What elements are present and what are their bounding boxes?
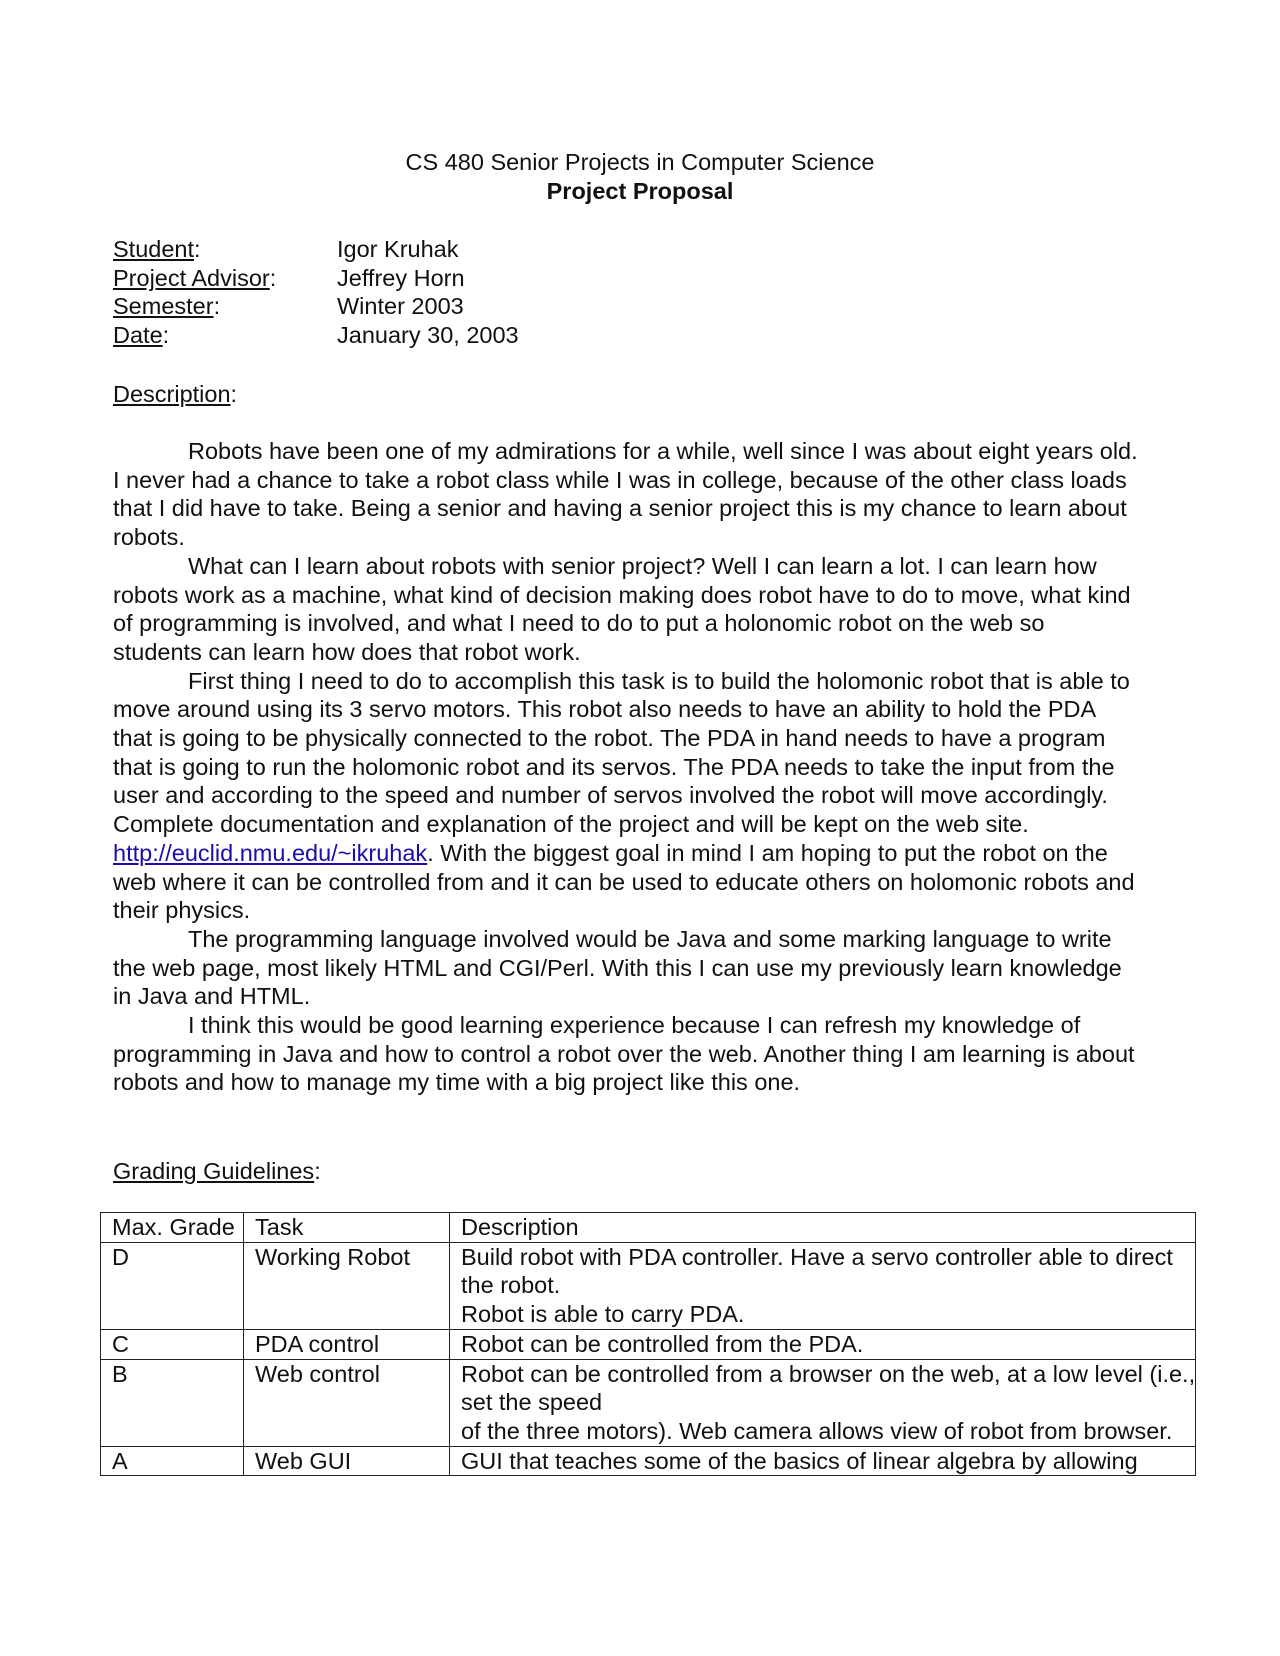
project-website-link[interactable]: http://euclid.nmu.edu/~ikruhak xyxy=(113,839,428,866)
paragraph: First thing I need to do to accomplish this task is to build the holomonic robot that is able to move around using its 3 servo motors. This robot also needs to have an ability to hold the PDA that is going to be physically connected to the robot. The PDA in hand needs to have a program that is going to run the holomonic robot and its servos. The PDA needs to take the input from the user and according to the speed and number of servos involved the robot will move accordingly. Complete documentation and explanation of the project and will be kept on the web site. http://euclid.nmu.edu/~ikruhak. With the biggest goal in mind I am hoping to put the robot on the web where it can be controlled from and it can be used to educate others on holomonic robots and their physics. xyxy=(113,667,1135,924)
grading-table xyxy=(100,1212,1196,1476)
header-cell: Max. Grade xyxy=(101,1213,244,1243)
description-cell: Build robot with PDA controller. Have a servo controller able to direct the robot. Robot is able to carry PDA. xyxy=(450,1242,1196,1329)
table-row xyxy=(101,1446,1196,1476)
description-heading: Description: xyxy=(113,381,238,407)
table-row xyxy=(101,1359,1196,1446)
meta-row-student: Student: Igor Kruhak xyxy=(113,236,459,262)
table-row xyxy=(101,1242,1196,1329)
paragraph: I think this would be good learning experience because I can refresh my knowledge of programming in Java and how to control a robot over the web. Another thing I am learning is about robots and how to manage my time with a big project like this one. xyxy=(113,1012,1135,1096)
task-cell: Web GUI xyxy=(244,1446,450,1476)
task-cell: Web control xyxy=(244,1359,450,1446)
meta-value: Winter 2003 xyxy=(337,293,464,319)
table-header-row xyxy=(101,1213,1196,1243)
meta-row-date: Date: January 30, 2003 xyxy=(113,321,519,348)
proposal-meta xyxy=(113,235,519,349)
paragraph: Robots have been one of my admirations for a while, well since I was about eight years old. I never had a chance to take a robot class while I was in college, because of the other class loads that I did have to take. Being a senior and having a senior project this is my chance to learn about robots. xyxy=(113,438,1138,551)
header-cell: Description xyxy=(450,1213,1196,1243)
meta-label: Semester xyxy=(113,293,214,319)
description-cell: Robot can be controlled from the PDA. xyxy=(450,1329,1196,1359)
meta-row-advisor: Project Advisor: Jeffrey Horn xyxy=(113,264,465,291)
document-header xyxy=(0,148,1280,206)
task-cell: PDA control xyxy=(244,1329,450,1359)
grade-cell: B xyxy=(101,1359,244,1446)
table-row xyxy=(101,1329,1196,1359)
description-body xyxy=(113,437,1138,1097)
proposal-title: Project Proposal xyxy=(546,178,734,204)
grade-cell: D xyxy=(101,1242,244,1329)
task-cell: Working Robot xyxy=(244,1242,450,1329)
meta-value: January 30, 2003 xyxy=(337,321,519,348)
meta-row-semester: Semester: Winter 2003 xyxy=(113,293,464,319)
description-cell: Robot can be controlled from a browser on the web, at a low level (i.e., set the speed of the three motors). Web camera allows view of robot from browser. xyxy=(450,1359,1196,1446)
meta-value: Jeffrey Horn xyxy=(337,264,465,291)
course-title: CS 480 Senior Projects in Computer Science xyxy=(405,149,875,175)
meta-label: Project Advisor xyxy=(113,264,270,291)
header-cell: Task xyxy=(244,1213,450,1243)
paragraph: The programming language involved would be Java and some marking language to write the web page, most likely HTML and CGI/Perl. With this I can use my previously learn knowledge in Java and HTML. xyxy=(113,925,1122,1010)
grading-heading: Grading Guidelines: xyxy=(113,1158,321,1184)
grade-cell: A xyxy=(101,1446,244,1476)
grade-cell: C xyxy=(101,1329,244,1359)
meta-value: Igor Kruhak xyxy=(337,236,459,262)
meta-label: Student xyxy=(113,236,195,262)
meta-label: Date xyxy=(113,321,163,348)
paragraph: What can I learn about robots with senior project? Well I can learn a lot. I can learn how robots work as a machine, what kind of decision making does robot have to do to move, what kind of programming is involved, and what I need to do to put a holonomic robot on the web so students can learn how does that robot work. xyxy=(113,552,1131,665)
description-cell: GUI that teaches some of the basics of linear algebra by allowing xyxy=(450,1446,1196,1476)
